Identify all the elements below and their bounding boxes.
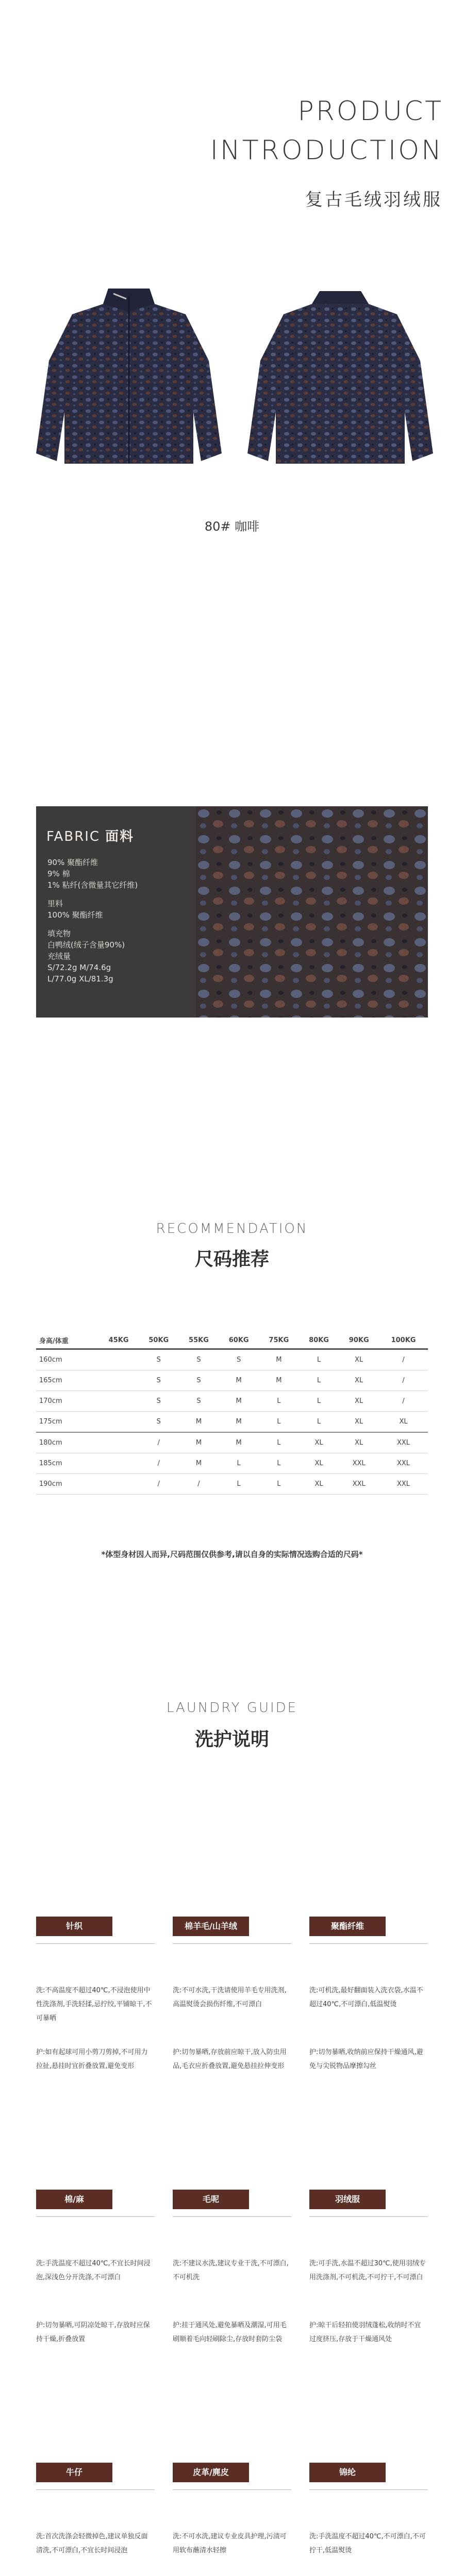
header-cell: 75KG xyxy=(259,1332,299,1349)
care-card-divider xyxy=(173,2216,291,2217)
size-cell: XXL xyxy=(379,1432,428,1453)
care-card-divider xyxy=(173,1943,291,1944)
size-cell: XL xyxy=(299,1474,339,1495)
size-cell: S xyxy=(179,1349,219,1370)
fabric-heading xyxy=(46,826,134,845)
care-wash-text: 洗:不高温度不超过40℃,不浸泡使用中性洗涤剂,手洗轻揉,忌拧绞,平铺晾干,不可暴晒 xyxy=(36,1987,152,2022)
empty-cell xyxy=(98,1412,139,1433)
fabric-heading-en: FABRIC xyxy=(46,829,101,844)
recommendation-title-en: RECOMMENDATION xyxy=(156,1221,308,1236)
empty-cell xyxy=(98,1370,139,1391)
empty-cell xyxy=(98,1349,139,1370)
fabric-line: 白鸭绒(绒子含量90%) xyxy=(47,940,125,950)
size-cell: L xyxy=(299,1370,339,1391)
care-wash-text: 洗:不可水洗,干洗请使用羊毛专用洗剂,高温熨烫会损伤纤维,不可漂白 xyxy=(173,1987,287,2008)
size-cell: M xyxy=(179,1412,219,1433)
size-cell: S xyxy=(179,1370,219,1391)
fabric-line: 9% 棉 xyxy=(47,869,70,878)
size-cell: XL xyxy=(339,1412,379,1433)
header-cell: 60KG xyxy=(219,1332,259,1349)
header-cell: 身高/体重 xyxy=(36,1332,98,1349)
fabric-line: 90% 聚酯纤维 xyxy=(47,858,98,867)
fabric-line: 里料 xyxy=(47,899,63,908)
header-cell: 100KG xyxy=(379,1332,428,1349)
care-wash-text: 洗:不可水洗,建议专业皮具护理,污渍可用软布蘸清水轻擦 xyxy=(173,2533,287,2554)
size-cell: M xyxy=(219,1370,259,1391)
care-keep-text: 护:晾干后轻拍使羽绒蓬松,收纳时不宜过度挤压,存放于干燥通风处 xyxy=(309,2321,421,2343)
height-cell: 160cm xyxy=(36,1349,98,1370)
jacket-front-image xyxy=(31,283,227,474)
table-row xyxy=(36,1453,428,1474)
care-wash-text: 洗:可机洗,最好翻面装入洗衣袋,水温不超过40℃,不可漂白,低温熨烫 xyxy=(309,1987,423,2008)
care-wash-text: 洗:手洗温度不超过40℃,不可漂白,不可拧干,低温熨烫 xyxy=(309,2533,426,2554)
size-cell: S xyxy=(219,1349,259,1370)
size-cell: L xyxy=(259,1391,299,1412)
size-cell: / xyxy=(379,1391,428,1412)
size-cell: S xyxy=(139,1391,179,1412)
size-cell: L xyxy=(299,1412,339,1433)
care-wash-text: 洗:不建议水洗,建议专业干洗,不可漂白,不可机洗 xyxy=(173,2260,289,2281)
fabric-heading-cn: 面料 xyxy=(105,829,135,844)
table-row xyxy=(36,1412,428,1433)
size-cell: S xyxy=(139,1412,179,1433)
product-subtitle: 复古毛绒羽绒服 xyxy=(305,190,442,210)
care-card-label: 针织 xyxy=(36,1917,112,1936)
laundry-title-en: LAUNDRY GUIDE xyxy=(166,1700,298,1716)
recommendation-title-cn: 尺码推荐 xyxy=(194,1249,269,1270)
size-cell: XL xyxy=(299,1453,339,1474)
header-cell: 50KG xyxy=(139,1332,179,1349)
header-cell: 55KG xyxy=(179,1332,219,1349)
header-cell: 45KG xyxy=(98,1332,139,1349)
care-keep-text: 护:如有起球可用小剪刀剪掉,不可用力拉扯,悬挂时宜折叠放置,避免变形 xyxy=(36,2048,148,2070)
empty-cell xyxy=(98,1474,139,1495)
care-wash-text: 洗:手洗温度不超过40℃,不宜长时间浸泡,深浅色分开洗涤,不可漂白 xyxy=(36,2260,151,2281)
size-cell: XXL xyxy=(339,1453,379,1474)
size-note: *体型身材因人而异,尺码范围仅供参考,请以自身的实际情况选购合适的尺码* xyxy=(101,1550,363,1559)
size-cell: / xyxy=(139,1474,179,1495)
care-keep-text: 护:切勿暴晒,存放前应晾干,放入防虫用品,毛衣应折叠放置,避免悬挂拉伸变形 xyxy=(173,2048,287,2070)
title-line-1: PRODUCT xyxy=(297,96,443,127)
size-cell: XL xyxy=(339,1432,379,1453)
care-card-label: 牛仔 xyxy=(36,2463,112,2482)
fabric-line: 100% 聚酯纤维 xyxy=(47,910,103,920)
size-cell: XXL xyxy=(379,1453,428,1474)
fabric-line: 充绒量 xyxy=(47,952,71,961)
care-card-divider xyxy=(309,2489,428,2490)
size-cell: L xyxy=(259,1432,299,1453)
empty-cell xyxy=(98,1391,139,1412)
care-card-label: 锦纶 xyxy=(309,2463,386,2482)
title-line-2: INTRODUCTION xyxy=(210,135,443,166)
table-row xyxy=(36,1349,428,1370)
empty-cell xyxy=(98,1453,139,1474)
size-cell: XL xyxy=(339,1370,379,1391)
size-cell: / xyxy=(179,1474,219,1495)
care-card-divider xyxy=(309,2216,428,2217)
table-row xyxy=(36,1370,428,1391)
size-cell: L xyxy=(299,1349,339,1370)
table-row xyxy=(36,1474,428,1495)
fabric-line: 填充物 xyxy=(47,929,71,938)
care-wash-text: 洗:首次洗涤会轻微掉色,建议单独反面清洗,不可漂白,不宜长时间浸泡 xyxy=(36,2533,148,2554)
fabric-line: L/77.0g XL/81.3g xyxy=(47,974,113,984)
fabric-composition xyxy=(47,857,138,985)
care-card-label: 毛呢 xyxy=(173,2190,249,2209)
size-table xyxy=(36,1332,428,1495)
size-cell: S xyxy=(179,1391,219,1412)
fabric-line: S/72.2g M/74.6g xyxy=(47,963,111,972)
header-cell: 80KG xyxy=(299,1332,339,1349)
size-cell: M xyxy=(219,1432,259,1453)
height-cell: 175cm xyxy=(36,1412,98,1433)
height-cell: 165cm xyxy=(36,1370,98,1391)
jacket-back-image xyxy=(242,283,438,474)
table-row xyxy=(36,1391,428,1412)
size-cell: XL xyxy=(339,1349,379,1370)
size-cell: M xyxy=(179,1432,219,1453)
size-cell: L xyxy=(299,1391,339,1412)
fabric-closeup-image xyxy=(196,806,428,1018)
care-card-divider xyxy=(309,1943,428,1944)
care-card-divider xyxy=(173,2489,291,2490)
height-cell: 170cm xyxy=(36,1391,98,1412)
size-cell: XXL xyxy=(379,1474,428,1495)
size-cell: / xyxy=(379,1349,428,1370)
height-cell: 190cm xyxy=(36,1474,98,1495)
care-card-divider xyxy=(36,1943,155,1944)
care-keep-text: 护:挂于通风处,避免暴晒及潮湿,可用毛刷顺着毛向轻刷除尘,存放时套防尘袋 xyxy=(173,2321,287,2343)
size-cell: M xyxy=(259,1349,299,1370)
header-cell: 90KG xyxy=(339,1332,379,1349)
size-cell: XL xyxy=(339,1391,379,1412)
size-cell: XL xyxy=(379,1412,428,1433)
size-cell: L xyxy=(259,1474,299,1495)
size-cell: S xyxy=(139,1370,179,1391)
size-cell: L xyxy=(259,1453,299,1474)
care-keep-text: 护:切勿暴晒,可阴凉处晾干,存放时应保持干燥,折叠放置 xyxy=(36,2321,150,2343)
care-card-label: 皮革/麂皮 xyxy=(173,2463,249,2482)
size-cell: XL xyxy=(299,1432,339,1453)
fabric-line: 1% 粘纤(含微量其它纤维) xyxy=(47,880,138,890)
empty-cell xyxy=(98,1432,139,1453)
size-cell: / xyxy=(379,1370,428,1391)
size-cell: S xyxy=(139,1349,179,1370)
size-cell: M xyxy=(219,1391,259,1412)
color-caption: 80# 咖啡 xyxy=(204,519,260,534)
size-cell: XXL xyxy=(339,1474,379,1495)
care-card-label: 羽绒服 xyxy=(309,2190,386,2209)
height-cell: 180cm xyxy=(36,1432,98,1453)
fabric-panel xyxy=(36,806,196,1018)
care-card-divider xyxy=(36,2216,155,2217)
table-row xyxy=(36,1432,428,1453)
care-wash-text: 洗:可手洗,水温不超过30℃,使用羽绒专用洗涤剂,不可机洗,不可拧干,不可漂白 xyxy=(309,2260,426,2281)
care-card-label: 聚酯纤维 xyxy=(309,1917,386,1936)
size-cell: L xyxy=(259,1412,299,1433)
care-card-divider xyxy=(36,2489,155,2490)
size-cell: / xyxy=(139,1432,179,1453)
care-card-label: 棉/麻 xyxy=(36,2190,112,2209)
size-table-header xyxy=(36,1332,428,1349)
size-cell: M xyxy=(259,1370,299,1391)
size-cell: / xyxy=(139,1453,179,1474)
size-cell: L xyxy=(219,1453,259,1474)
size-cell: M xyxy=(179,1453,219,1474)
size-cell: L xyxy=(219,1474,259,1495)
height-cell: 185cm xyxy=(36,1453,98,1474)
care-card-label: 棉羊毛/山羊绒 xyxy=(173,1917,249,1936)
size-cell: M xyxy=(219,1412,259,1433)
laundry-title-cn: 洗护说明 xyxy=(194,1729,269,1750)
care-keep-text: 护:切勿暴晒,收纳前应保持干燥通风,避免与尖锐物品摩擦勾丝 xyxy=(309,2048,423,2070)
